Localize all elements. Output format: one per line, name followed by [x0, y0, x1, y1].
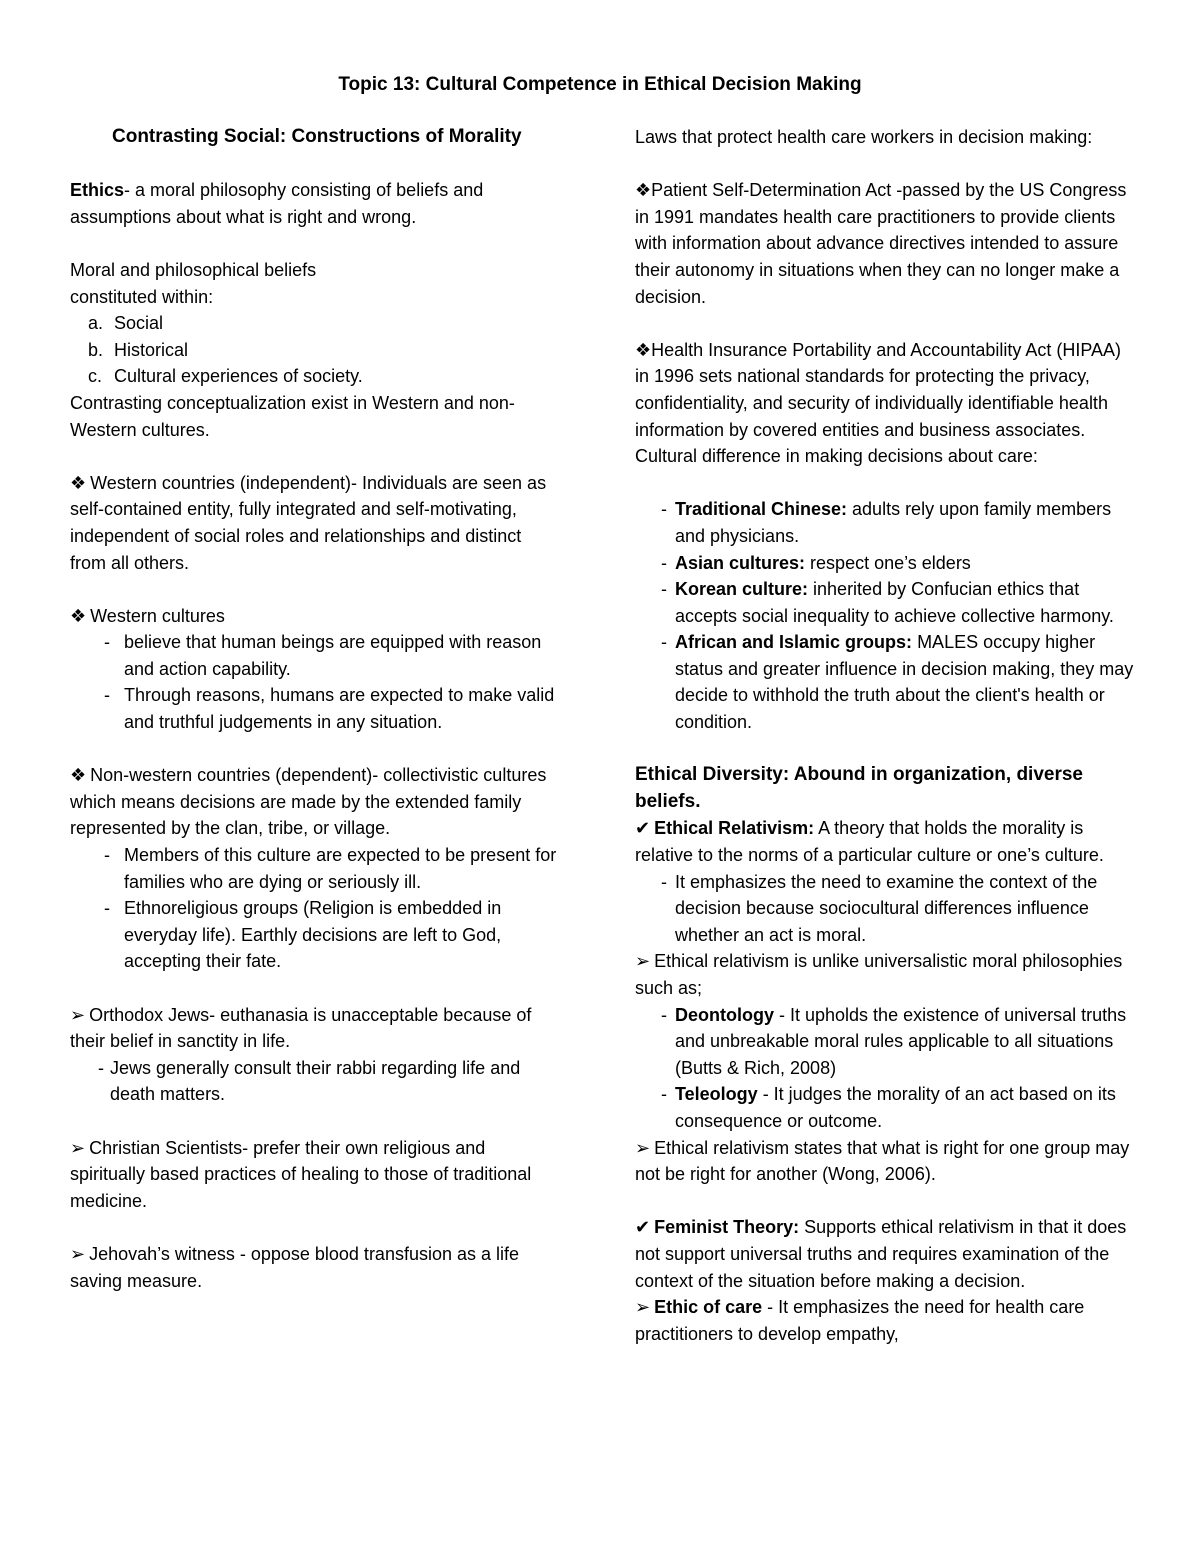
ethics-paragraph	[70, 177, 560, 230]
list-marker: c.	[88, 366, 103, 387]
dash-bullet-icon: -	[661, 1004, 667, 1025]
arrow-bullet-icon: ➢	[70, 1004, 86, 1025]
dash-bullet-icon: -	[661, 1084, 667, 1105]
arrow-bullet-icon: ➢	[635, 1137, 651, 1158]
list-item: - Through reasons, humans are expected to make valid and truthful judgements in any situation.	[70, 682, 560, 735]
dash-bullet-icon: -	[661, 579, 667, 600]
diamond-bullet-icon: ❖	[70, 605, 87, 626]
dash-bullet-icon: -	[661, 871, 667, 892]
diamond-bullet-icon: ❖	[70, 472, 87, 493]
western-cultures-label: ❖ Western cultures	[70, 605, 225, 626]
right-column	[635, 124, 1135, 1347]
beliefs-intro-line2: constituted within:	[70, 286, 214, 307]
dash-bullet-icon: -	[104, 898, 110, 919]
list-item: - African and Islamic groups: MALES occupy higher status and greater influence in decision making, they may decide to withhold the truth about the client's health or condition.	[635, 629, 1135, 735]
list-marker: a.	[88, 313, 104, 334]
unlike-paragraph: ➢ Ethical relativism is unlike universalistic moral philosophies such as;	[635, 951, 1123, 998]
non-western-paragraph: ❖ Non-western countries (dependent)- collectivistic cultures which means decisions are made by the extended family represented by the clan, tribe, or village.	[70, 765, 547, 839]
arrow-bullet-icon: ➢	[635, 951, 651, 972]
list-item: - It emphasizes the need to examine the context of the decision because sociocultural differences influence whether an act is moral.	[635, 869, 1135, 949]
left-heading: Contrasting Social: Constructions of Morality	[112, 126, 522, 147]
beliefs-intro-line1: Moral and philosophical beliefs	[70, 259, 317, 280]
list-item: - Korean culture: inherited by Confucian ethics that accepts social inequality to achieve collective harmony.	[635, 576, 1135, 629]
check-bullet-icon: ✔	[635, 1217, 651, 1238]
cultural-difference-intro: Cultural difference in making decisions about care:	[635, 446, 1038, 467]
list-item: - Teleology - It judges the morality of an act based on its consequence or outcome.	[635, 1081, 1135, 1134]
list-marker: b.	[88, 339, 104, 360]
list-item: - Asian cultures: respect one’s elders	[635, 550, 1135, 577]
left-column	[70, 124, 560, 1294]
list-item: - Members of this culture are expected to be present for families who are dying or seriously ill.	[70, 842, 560, 895]
arrow-bullet-icon: ➢	[70, 1137, 86, 1158]
check-bullet-icon: ✔	[635, 818, 651, 839]
western-countries-paragraph: ❖ Western countries (independent)- Individuals are seen as self-contained entity, fully integrated and self-motivating, independent of social roles and relationships and distinct from all others.	[70, 472, 547, 573]
ethics-definition: - a moral philosophy consisting of beliefs and assumptions about what is right and wrong.	[70, 180, 484, 227]
dash-bullet-icon: -	[104, 845, 110, 866]
psda-paragraph: ❖Patient Self-Determination Act -passed by the US Congress in 1991 mandates health care practitioners to provide clients with information about advance directives intended to assure their autonomy in situations when they can no longer make a decision.	[635, 180, 1127, 307]
jehovah-paragraph: ➢ Jehovah’s witness - oppose blood transfusion as a life saving measure.	[70, 1243, 520, 1291]
diamond-bullet-icon: ❖	[635, 339, 652, 360]
hipaa-paragraph: ❖Health Insurance Portability and Accountability Act (HIPAA) in 1996 sets national standards for protecting the privacy, confidentiality, and security of individually identifiable health information by covered entities and business associates.	[635, 339, 1122, 440]
arrow-bullet-icon: ➢	[70, 1243, 86, 1264]
orthodox-paragraph: ➢ Orthodox Jews- euthanasia is unacceptable because of their belief in sanctity in life.	[70, 1004, 532, 1052]
dash-bullet-icon: -	[104, 632, 110, 653]
list-item: - Traditional Chinese: adults rely upon family members and physicians.	[635, 496, 1135, 549]
states-paragraph: ➢ Ethical relativism states that what is right for one group may not be right for another (Wong, 2006).	[635, 1137, 1130, 1185]
list-item: - Jews generally consult their rabbi regarding life and death matters.	[70, 1055, 560, 1108]
dash-bullet-icon: -	[661, 632, 667, 653]
diamond-bullet-icon: ❖	[70, 765, 87, 786]
page-title: Topic 13: Cultural Competence in Ethical Decision Making	[338, 74, 862, 95]
ethics-term: Ethics	[70, 180, 125, 201]
list-item: c. Cultural experiences of society.	[70, 363, 560, 390]
contrasting-paragraph: Contrasting conceptualization exist in Western and non-Western cultures.	[70, 392, 515, 440]
christian-paragraph: ➢ Christian Scientists- prefer their own religious and spiritually based practices of healing to those of traditional medicine.	[70, 1137, 532, 1211]
laws-intro: Laws that protect health care workers in decision making:	[635, 127, 1093, 147]
list-item: b. Historical	[70, 337, 560, 364]
list-item: - Ethnoreligious groups (Religion is embedded in everyday life). Earthly decisions are left to God, accepting their fate.	[70, 895, 560, 975]
list-item: - Deontology - It upholds the existence of universal truths and unbreakable moral rules applicable to all situations (Butts & Rich, 2008)	[635, 1002, 1135, 1082]
diamond-bullet-icon: ❖	[635, 180, 652, 201]
dash-bullet-icon: -	[104, 685, 110, 706]
dash-bullet-icon: -	[661, 499, 667, 520]
feminist-paragraph: ✔ Feminist Theory: Supports ethical relativism in that it does not support universal truths and requires examination of the context of the situation before making a decision.	[635, 1217, 1127, 1291]
list-item: a. Social	[70, 310, 560, 337]
arrow-bullet-icon: ➢	[635, 1297, 651, 1318]
ethic-of-care-paragraph: ➢ Ethic of care - It emphasizes the need for health care practitioners to develop empathy,	[635, 1297, 1085, 1344]
ethical-relativism-paragraph: ✔ Ethical Relativism: A theory that holds the morality is relative to the norms of a particular culture or one’s culture.	[635, 818, 1104, 866]
ethical-diversity-heading: Ethical Diversity: Abound in organization, diverse beliefs.	[635, 764, 1083, 812]
dash-bullet-icon: -	[98, 1057, 104, 1078]
dash-bullet-icon: -	[661, 552, 667, 573]
list-item: - believe that human beings are equipped with reason and action capability.	[70, 629, 560, 682]
